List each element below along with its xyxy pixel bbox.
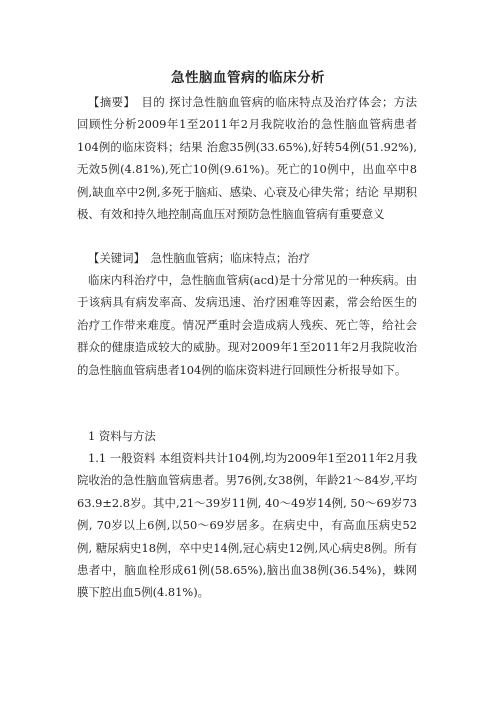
abstract-text: 目的 探讨急性脑血管病的临床特点及治疗体会；方法 回顾性分析2009年1至2011年2月我院收治的急性脑血管病患者104例的临床资料；结果 治愈35例(33.65%),好转54例(51.92%),无效5例(4.81%),死亡10例(9.61%)。死亡的10例中，出血卒中8例,缺血卒中2例,多死于脑疝、感染、心衰及心律失常；结论 早期积极、有效和持久地控制高血压对预防急性脑血管病有重要意义 bbox=[77, 95, 417, 222]
abstract-paragraph bbox=[77, 91, 417, 225]
keywords-label: 【关键词】 bbox=[88, 251, 145, 265]
section-body-paragraph: 1.1 一般资料 本组资料共计104例,均为2009年1至2011年2月我院收治的急性脑血管病患者。男76例,女38例，年龄21～84岁,平均63.9±2.8岁。其中,21～39岁11例, 40～49岁14例, 50～69岁73例, 70岁以上6例,以50～69岁居多。在病史中，有高血压病史52例, 糖尿病史18例，卒中史14例,冠心病史12例,风心病史8例。所有患者中，脑血栓形成61例(58.65%),脑出血38例(36.54%)，蛛网膜下腔出血5例(4.81%)。 bbox=[77, 451, 417, 600]
section-heading: 1 资料与方法 bbox=[88, 429, 156, 443]
abstract-label: 【摘要】 bbox=[88, 95, 136, 109]
keywords-paragraph bbox=[77, 247, 417, 269]
intro-paragraph: 临床内科治疗中，急性脑血管病(acd)是十分常见的一种疾病。由于该病具有病发率高、发病迅速、治疗困难等因素，常会给医生的治疗工作带来难度。情况严重时会造成病人残疾、死亡等，给社会群众的健康造成较大的威胁。现对2009年1至2011年2月我院收治的急性脑血管病患者104例的临床资料进行回顾性分析报导如下。 bbox=[77, 273, 417, 377]
keywords-text: 急性脑血管病；临床特点；治疗 bbox=[146, 251, 311, 265]
page-title: 急性脑血管病的临床分析 bbox=[171, 70, 325, 86]
